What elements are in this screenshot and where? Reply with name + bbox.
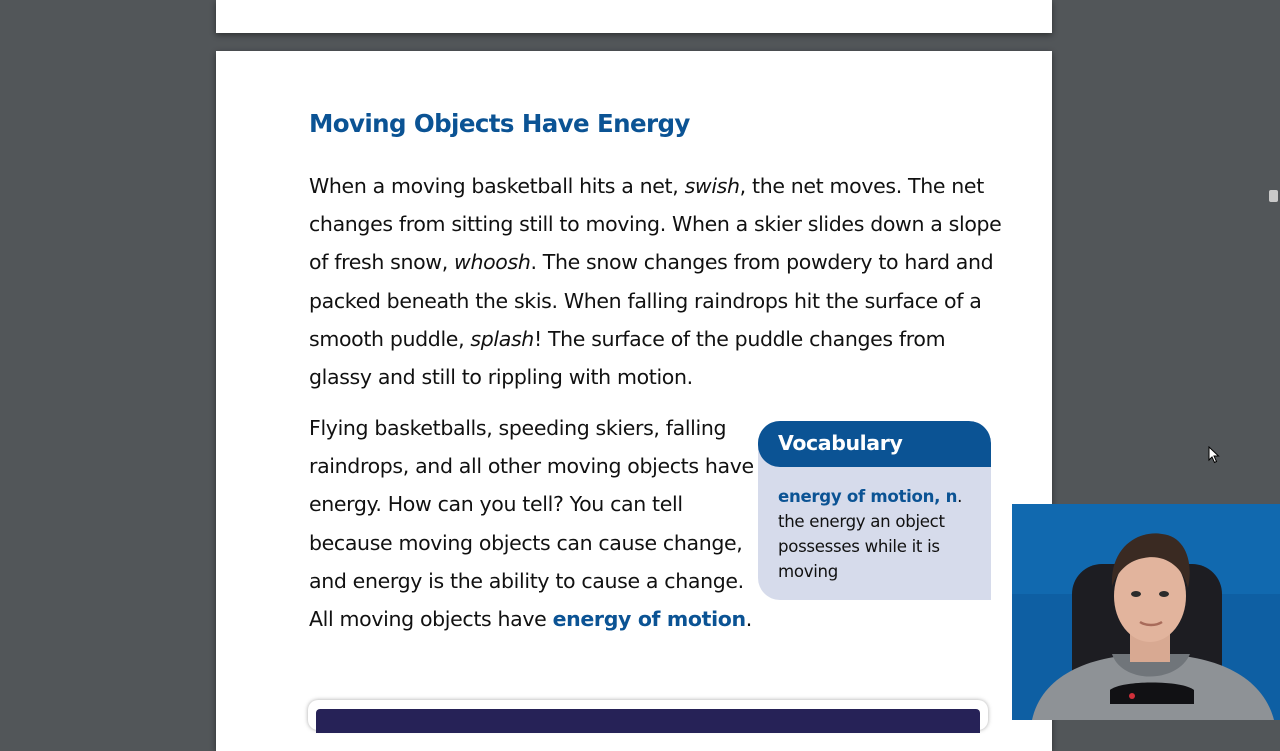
vocabulary-term: energy of motion, n bbox=[778, 487, 958, 506]
scrollbar-thumb[interactable] bbox=[1269, 190, 1278, 202]
vocabulary-entry bbox=[778, 484, 983, 584]
intro-paragraph bbox=[309, 167, 1009, 396]
webcam-overlay bbox=[1012, 504, 1280, 720]
vocabulary-box bbox=[758, 421, 991, 600]
figure-frame bbox=[308, 700, 988, 730]
previous-page bbox=[216, 0, 1052, 33]
mouse-pointer-icon bbox=[1208, 446, 1220, 464]
sound-word-splash: splash bbox=[470, 326, 534, 351]
vocabulary-term-end: . bbox=[957, 487, 963, 506]
intro-text-4: ! The surface of the puddle changes from glassy and still to rippling with motion. bbox=[309, 326, 946, 390]
energy-text-end: . bbox=[745, 607, 752, 632]
energy-paragraph bbox=[309, 409, 769, 638]
sound-word-whoosh: whoosh bbox=[454, 250, 531, 275]
webcam-person-image bbox=[1012, 504, 1280, 720]
document-page bbox=[216, 51, 1052, 751]
previous-page-fragment bbox=[484, 0, 504, 2]
sound-word-swish: swish bbox=[684, 174, 740, 198]
vocabulary-title: Vocabulary bbox=[778, 431, 903, 455]
vocabulary-header bbox=[758, 421, 991, 467]
vocabulary-term-link: energy of motion bbox=[552, 607, 746, 632]
intro-text-1: When a moving basketball hits a net, bbox=[309, 174, 685, 198]
intro-text-2: , the net moves. The net changes from sitting still to moving. When a skier slides down a slope of fresh snow, bbox=[309, 174, 1002, 275]
figure-image-top bbox=[316, 709, 980, 733]
intro-text-3: . The snow changes from powdery to hard and packed beneath the skis. When falling raindrops hit the surface of a smooth puddle, bbox=[309, 250, 994, 351]
vocabulary-definition: the energy an object possesses while it is moving bbox=[778, 512, 945, 581]
section-heading: Moving Objects Have Energy bbox=[309, 109, 690, 138]
energy-text: Flying basketballs, speeding skiers, falling raindrops, and all other moving objects have energy. How can you tell? You can tell because moving objects can cause change, and energy is the ability to cause a change. All moving objects have bbox=[309, 416, 754, 632]
